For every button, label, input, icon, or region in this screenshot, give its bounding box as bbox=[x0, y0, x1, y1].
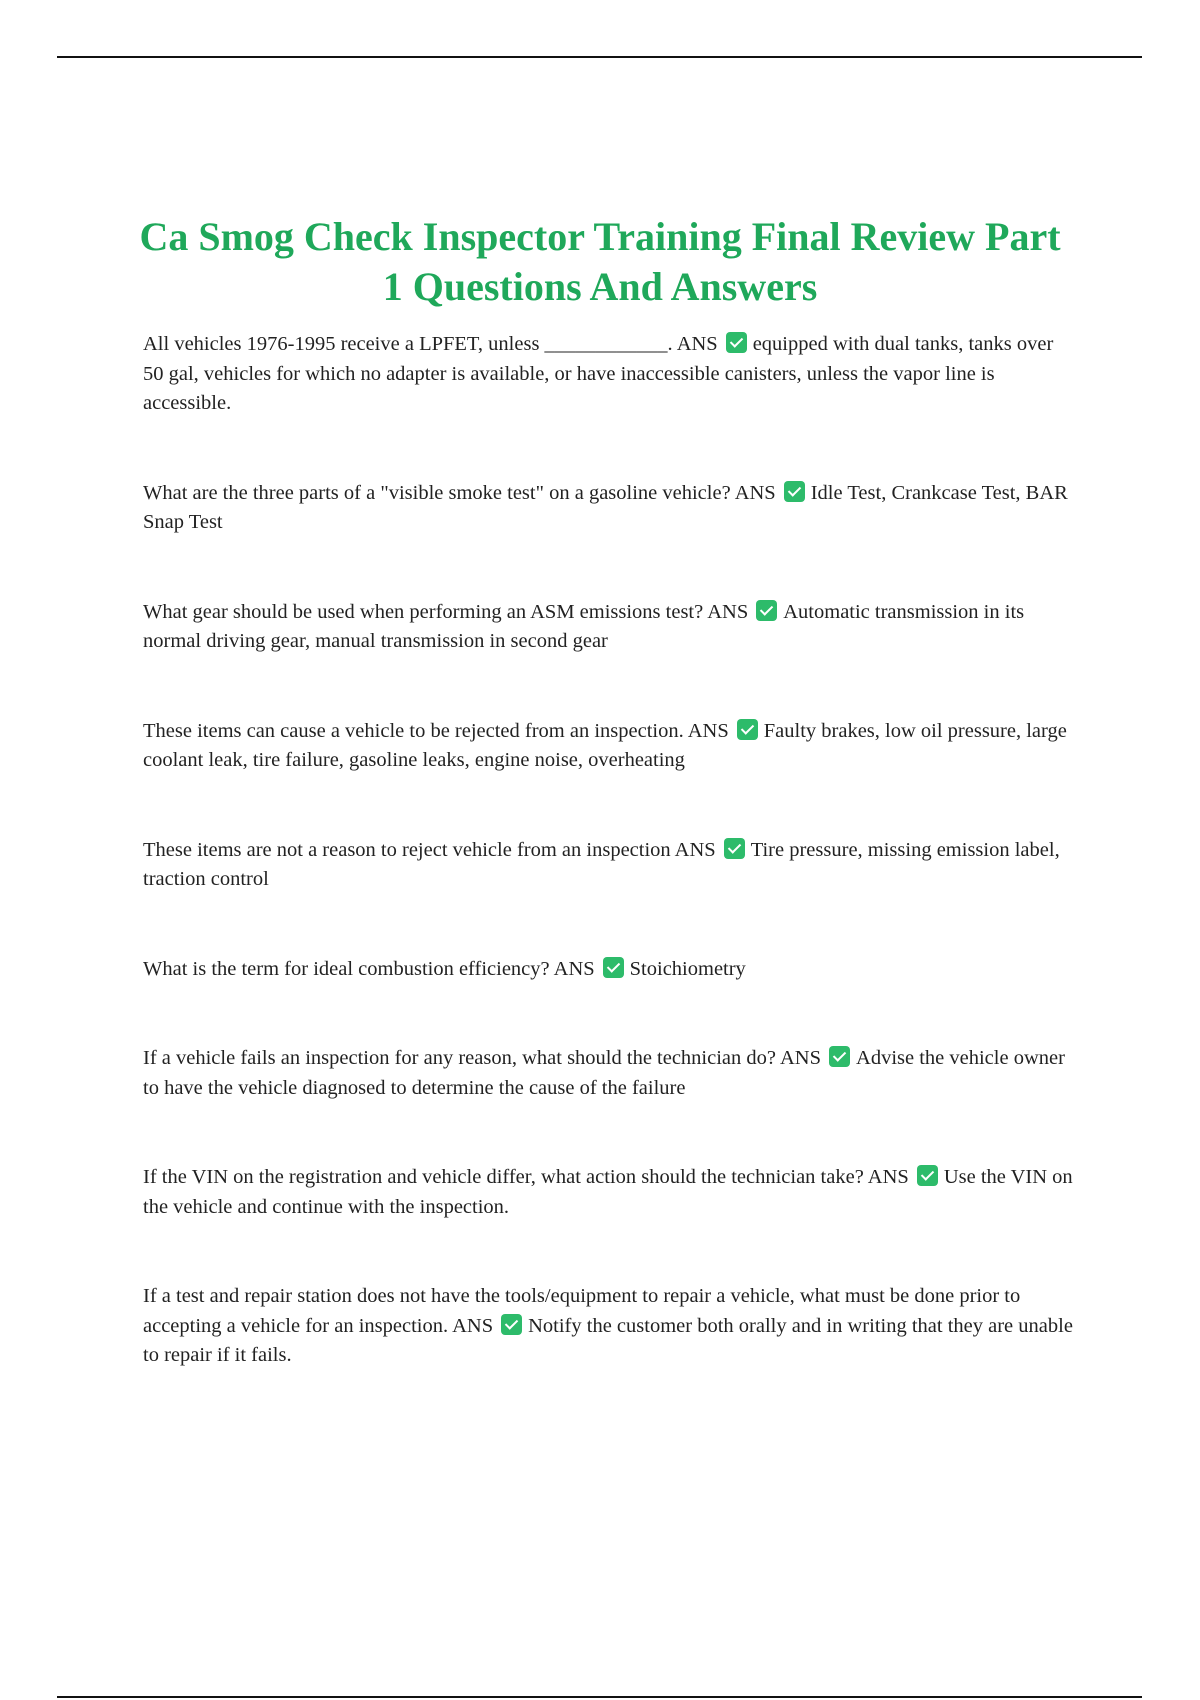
answer-marker: ANS bbox=[734, 481, 776, 504]
check-box-icon bbox=[603, 957, 624, 978]
qa-item bbox=[143, 330, 1073, 419]
question-text: What gear should be used when performing an ASM emissions test? bbox=[143, 600, 704, 623]
answer-marker: ANS bbox=[687, 719, 729, 742]
answer-marker: ANS bbox=[676, 333, 718, 355]
question-text: These items can cause a vehicle to be rejected from an inspection. bbox=[143, 719, 684, 742]
answer-text: Use the VIN on the vehicle and continue with the inspection. bbox=[143, 1166, 1073, 1218]
check-box-icon bbox=[726, 332, 747, 353]
qa-item bbox=[143, 717, 1073, 776]
answer-text: equipped with dual tanks, tanks over 50 gal, vehicles for which no adapter is available, or have inaccessible canisters, unless the vapor line is accessible. bbox=[143, 333, 1054, 414]
question-text: What are the three parts of a "visible smoke test" on a gasoline vehicle? bbox=[143, 481, 731, 504]
question-text: If the VIN on the registration and vehicle differ, what action should the technician take? bbox=[143, 1166, 864, 1188]
qa-item bbox=[143, 598, 1073, 657]
question-text: If a test and repair station does not have the tools/equipment to repair a vehicle, what must be done prior to accepting a vehicle for an inspection. bbox=[143, 1285, 1021, 1337]
question-text: All vehicles 1976-1995 receive a LPFET, unless ____________. bbox=[143, 333, 673, 355]
question-text: What is the term for ideal combustion efficiency? bbox=[143, 957, 550, 980]
answer-text: Stoichiometry bbox=[629, 957, 746, 980]
answer-text: Automatic transmission in its normal driving gear, manual transmission in second gear bbox=[143, 600, 1025, 652]
question-text: These items are not a reason to reject vehicle from an inspection bbox=[143, 838, 671, 861]
check-box-icon bbox=[756, 600, 777, 621]
qa-item bbox=[143, 836, 1073, 895]
answer-text: Idle Test, Crankcase Test, BAR Snap Test bbox=[143, 481, 1068, 533]
check-box-icon bbox=[784, 481, 805, 502]
answer-marker: ANS bbox=[452, 1314, 494, 1337]
answer-marker: ANS bbox=[780, 1047, 822, 1069]
check-box-icon bbox=[829, 1046, 850, 1067]
top-divider bbox=[57, 56, 1142, 58]
qa-item bbox=[143, 1282, 1073, 1371]
answer-marker: ANS bbox=[553, 957, 595, 980]
answer-marker: ANS bbox=[867, 1166, 909, 1188]
qa-item bbox=[143, 955, 1073, 985]
page-title: Ca Smog Check Inspector Training Final Review Part 1 Questions And Answers bbox=[139, 214, 1061, 309]
check-box-icon bbox=[724, 838, 745, 859]
answer-marker: ANS bbox=[707, 600, 749, 623]
check-box-icon bbox=[737, 719, 758, 740]
answer-text: Faulty brakes, low oil pressure, large coolant leak, tire failure, gasoline leaks, engine noise, overheating bbox=[143, 719, 1067, 771]
answer-text: Tire pressure, missing emission label, traction control bbox=[143, 838, 1060, 890]
qa-item bbox=[143, 479, 1073, 538]
check-box-icon bbox=[917, 1165, 938, 1186]
bottom-divider bbox=[57, 1696, 1142, 1698]
qa-item bbox=[143, 1044, 1073, 1103]
check-box-icon bbox=[501, 1314, 522, 1335]
answer-marker: ANS bbox=[674, 838, 716, 861]
qa-item bbox=[143, 1163, 1073, 1222]
question-text: If a vehicle fails an inspection for any reason, what should the technician do? bbox=[143, 1047, 776, 1069]
qa-list bbox=[143, 330, 1073, 1371]
answer-text: Notify the customer both orally and in writing that they are unable to repair if it fails. bbox=[143, 1314, 1073, 1366]
answer-text: Advise the vehicle owner to have the vehicle diagnosed to determine the cause of the failure bbox=[143, 1047, 1065, 1099]
